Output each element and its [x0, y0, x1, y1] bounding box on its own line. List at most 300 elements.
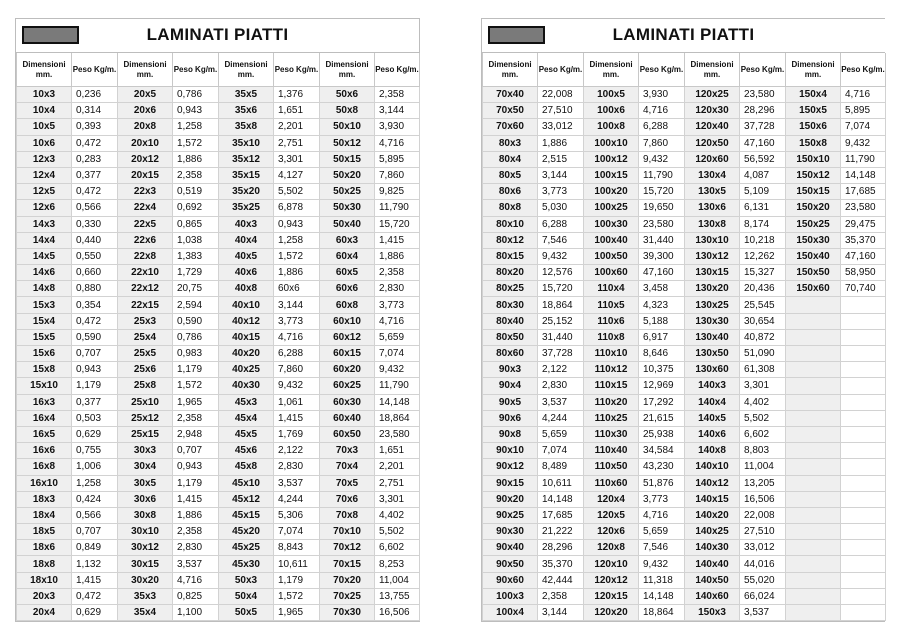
weight-cell: 2,358 [173, 410, 219, 426]
weight-cell: 3,537 [740, 605, 786, 621]
dimension-cell: 40x3 [219, 216, 274, 232]
weight-cell: 0,943 [173, 459, 219, 475]
dimension-cell: 60x50 [320, 426, 375, 442]
table-row [483, 588, 886, 604]
table-row [17, 346, 420, 362]
dimension-cell [786, 540, 841, 556]
weight-cell: 0,440 [72, 232, 118, 248]
weight-cell: 0,849 [72, 540, 118, 556]
weight-cell: 2,201 [375, 459, 420, 475]
peso-header: Peso Kg/m. [375, 53, 420, 87]
table-row [483, 507, 886, 523]
weight-cell: 8,174 [740, 216, 786, 232]
weight-cell: 0,566 [72, 200, 118, 216]
weight-cell: 15,720 [639, 184, 685, 200]
weight-cell: 3,773 [639, 491, 685, 507]
dimension-cell: 140x3 [685, 378, 740, 394]
weight-cell: 3,144 [375, 103, 420, 119]
dimension-cell: 20x4 [17, 605, 72, 621]
dimension-cell: 150x25 [786, 216, 841, 232]
weight-cell: 8,253 [375, 556, 420, 572]
weight-cell: 0,880 [72, 281, 118, 297]
dimension-cell: 45x3 [219, 394, 274, 410]
table-row [17, 443, 420, 459]
weight-cell: 2,122 [538, 362, 584, 378]
table-row [483, 346, 886, 362]
weight-cell: 0,629 [72, 605, 118, 621]
dimension-cell: 45x5 [219, 426, 274, 442]
dimension-cell: 150x60 [786, 281, 841, 297]
dimension-cell [786, 605, 841, 621]
dimension-cell: 150x15 [786, 184, 841, 200]
dimension-cell: 120x60 [685, 151, 740, 167]
weight-cell: 6,288 [274, 346, 320, 362]
weight-cell: 2,830 [375, 281, 420, 297]
dimension-cell: 40x15 [219, 329, 274, 345]
dimension-cell: 10x5 [17, 119, 72, 135]
weight-cell: 6,131 [740, 200, 786, 216]
weight-cell: 0,503 [72, 410, 118, 426]
dimension-cell: 110x6 [584, 313, 639, 329]
dimension-cell: 12x3 [17, 151, 72, 167]
weight-cell: 2,358 [538, 588, 584, 604]
weight-cell: 1,572 [274, 588, 320, 604]
dimension-cell: 30x5 [118, 475, 173, 491]
weight-cell: 35,370 [841, 232, 886, 248]
weight-cell: 0,472 [72, 313, 118, 329]
dimension-cell: 25x5 [118, 346, 173, 362]
dimension-cell: 130x50 [685, 346, 740, 362]
weight-cell: 3,301 [274, 151, 320, 167]
weight-cell: 0,377 [72, 394, 118, 410]
weight-cell: 1,258 [274, 232, 320, 248]
right-weights-table [482, 53, 886, 621]
weight-cell: 22,008 [538, 87, 584, 103]
table-row [17, 184, 420, 200]
weight-cell: 1,006 [72, 459, 118, 475]
weight-cell: 0,943 [72, 362, 118, 378]
right-panel-header [482, 19, 885, 53]
dimension-cell: 12x5 [17, 184, 72, 200]
dimension-cell: 140x4 [685, 394, 740, 410]
dimension-cell: 100x30 [584, 216, 639, 232]
weight-cell: 7,546 [639, 540, 685, 556]
dimension-cell: 70x20 [320, 572, 375, 588]
weight-cell: 42,444 [538, 572, 584, 588]
weight-cell: 1,965 [274, 605, 320, 621]
weight-cell: 2,515 [538, 151, 584, 167]
table-row [483, 87, 886, 103]
weight-cell [841, 443, 886, 459]
weight-cell: 7,860 [375, 167, 420, 183]
weight-cell: 3,144 [538, 167, 584, 183]
weight-cell: 4,716 [841, 87, 886, 103]
dimension-cell: 80x40 [483, 313, 538, 329]
table-row [483, 410, 886, 426]
dimension-cell: 70x8 [320, 507, 375, 523]
weight-cell: 9,825 [375, 184, 420, 200]
dimension-cell: 45x8 [219, 459, 274, 475]
dim-header: Dimensioni mm. [685, 53, 740, 87]
dimension-cell: 80x5 [483, 167, 538, 183]
dimension-cell: 15x4 [17, 313, 72, 329]
dimension-cell: 60x8 [320, 297, 375, 313]
dimension-cell: 120x40 [685, 119, 740, 135]
weight-cell: 31,440 [538, 329, 584, 345]
weight-cell: 14,148 [375, 394, 420, 410]
dimension-cell: 18x5 [17, 524, 72, 540]
dimension-cell: 110x5 [584, 297, 639, 313]
weight-cell: 13,755 [375, 588, 420, 604]
dimension-cell: 30x8 [118, 507, 173, 523]
dimension-cell: 35x8 [219, 119, 274, 135]
dimension-cell: 50x5 [219, 605, 274, 621]
left-weights-table [16, 53, 420, 621]
table-row [483, 475, 886, 491]
dimension-cell [786, 588, 841, 604]
dimension-cell: 90x8 [483, 426, 538, 442]
weight-cell: 20,75 [173, 281, 219, 297]
dimension-cell: 150x8 [786, 135, 841, 151]
weight-cell: 2,358 [375, 265, 420, 281]
weight-cell: 10,218 [740, 232, 786, 248]
dimension-cell: 18x10 [17, 572, 72, 588]
dim-header: Dimensioni mm. [483, 53, 538, 87]
left-panel-title: LAMINATI PIATTI [146, 25, 289, 44]
dimension-cell: 40x6 [219, 265, 274, 281]
dimension-cell: 150x40 [786, 248, 841, 264]
table-row [17, 572, 420, 588]
weight-cell: 1,965 [173, 394, 219, 410]
weight-cell: 5,109 [740, 184, 786, 200]
dimension-cell: 50x40 [320, 216, 375, 232]
dimension-cell: 35x25 [219, 200, 274, 216]
weight-cell: 0,354 [72, 297, 118, 313]
table-row [483, 394, 886, 410]
dimension-cell: 130x15 [685, 265, 740, 281]
weight-cell: 2,751 [375, 475, 420, 491]
table-row [17, 556, 420, 572]
right-table-body [483, 87, 886, 621]
dimension-cell: 25x8 [118, 378, 173, 394]
right-header-row [483, 53, 886, 87]
dimension-cell: 15x3 [17, 297, 72, 313]
dimension-cell: 90x6 [483, 410, 538, 426]
dimension-cell: 150x6 [786, 119, 841, 135]
weight-cell: 2,358 [375, 87, 420, 103]
dimension-cell: 15x8 [17, 362, 72, 378]
table-row [483, 313, 886, 329]
weight-cell: 25,938 [639, 426, 685, 442]
dimension-cell: 16x4 [17, 410, 72, 426]
dimension-cell: 90x12 [483, 459, 538, 475]
dimension-cell: 130x30 [685, 313, 740, 329]
dimension-cell: 140x12 [685, 475, 740, 491]
weight-cell: 39,300 [639, 248, 685, 264]
dimension-cell: 30x3 [118, 443, 173, 459]
weight-cell: 1,061 [274, 394, 320, 410]
weight-cell: 11,790 [639, 167, 685, 183]
dimension-cell: 90x30 [483, 524, 538, 540]
dimension-cell: 140x10 [685, 459, 740, 475]
table-row [17, 507, 420, 523]
dimension-cell: 90x50 [483, 556, 538, 572]
weight-cell: 0,755 [72, 443, 118, 459]
dimension-cell: 130x6 [685, 200, 740, 216]
dimension-cell: 70x50 [483, 103, 538, 119]
dimension-cell: 100x50 [584, 248, 639, 264]
weight-cell: 0,943 [274, 216, 320, 232]
table-row [483, 200, 886, 216]
dimension-cell: 22x5 [118, 216, 173, 232]
dimension-cell: 22x12 [118, 281, 173, 297]
weight-cell: 1,258 [173, 119, 219, 135]
dimension-cell: 40x25 [219, 362, 274, 378]
weight-cell: 8,489 [538, 459, 584, 475]
table-row [17, 151, 420, 167]
weight-cell: 1,179 [173, 362, 219, 378]
weight-cell: 22,008 [740, 507, 786, 523]
dimension-cell: 100x5 [584, 87, 639, 103]
dimension-cell: 40x10 [219, 297, 274, 313]
dimension-cell: 140x5 [685, 410, 740, 426]
dimension-cell: 110x15 [584, 378, 639, 394]
table-row [483, 184, 886, 200]
weight-cell: 3,144 [274, 297, 320, 313]
weight-cell: 0,377 [72, 167, 118, 183]
table-row [483, 540, 886, 556]
weight-cell: 2,122 [274, 443, 320, 459]
dimension-cell: 35x4 [118, 605, 173, 621]
dimension-cell: 60x40 [320, 410, 375, 426]
weight-cell: 4,402 [740, 394, 786, 410]
weight-cell: 7,074 [274, 524, 320, 540]
weight-cell: 2,948 [173, 426, 219, 442]
dimension-cell: 100x8 [584, 119, 639, 135]
dimension-cell: 120x15 [584, 588, 639, 604]
table-row [483, 119, 886, 135]
weight-cell: 0,566 [72, 507, 118, 523]
dimension-cell: 130x8 [685, 216, 740, 232]
dimension-cell: 80x60 [483, 346, 538, 362]
weight-cell [841, 475, 886, 491]
weight-cell: 3,458 [639, 281, 685, 297]
dimension-cell: 110x10 [584, 346, 639, 362]
table-row [17, 540, 420, 556]
dimension-cell: 130x4 [685, 167, 740, 183]
weight-cell: 4,716 [375, 313, 420, 329]
weight-cell: 4,323 [639, 297, 685, 313]
weight-cell: 11,790 [841, 151, 886, 167]
dimension-cell [786, 313, 841, 329]
dimension-cell: 40x30 [219, 378, 274, 394]
dimension-cell: 30x6 [118, 491, 173, 507]
table-row [17, 87, 420, 103]
dim-header: Dimensioni mm. [584, 53, 639, 87]
dimension-cell: 90x25 [483, 507, 538, 523]
dimension-cell: 12x6 [17, 200, 72, 216]
weight-cell: 1,038 [173, 232, 219, 248]
peso-header: Peso Kg/m. [538, 53, 584, 87]
dimension-cell: 140x30 [685, 540, 740, 556]
weight-cell [841, 588, 886, 604]
table-row [483, 605, 886, 621]
table-row [483, 151, 886, 167]
table-row [483, 216, 886, 232]
dimension-cell: 20x3 [17, 588, 72, 604]
weight-cell [841, 378, 886, 394]
dimension-cell: 130x10 [685, 232, 740, 248]
weight-cell: 17,685 [841, 184, 886, 200]
weight-cell: 66,024 [740, 588, 786, 604]
weight-cell: 6,602 [740, 426, 786, 442]
dimension-cell [786, 329, 841, 345]
weight-cell: 27,510 [740, 524, 786, 540]
dimension-cell: 70x4 [320, 459, 375, 475]
dimension-cell: 110x30 [584, 426, 639, 442]
dimension-cell: 40x4 [219, 232, 274, 248]
weight-cell: 1,886 [274, 265, 320, 281]
table-row [17, 232, 420, 248]
dimension-cell: 14x8 [17, 281, 72, 297]
weight-cell: 1,376 [274, 87, 320, 103]
dimension-cell: 50x15 [320, 151, 375, 167]
weight-cell: 47,160 [740, 135, 786, 151]
dimension-cell: 100x10 [584, 135, 639, 151]
weight-cell: 1,179 [274, 572, 320, 588]
weight-cell: 5,030 [538, 200, 584, 216]
table-row [17, 216, 420, 232]
weight-cell [841, 491, 886, 507]
weight-cell: 14,148 [538, 491, 584, 507]
weight-cell: 0,660 [72, 265, 118, 281]
weight-cell: 34,584 [639, 443, 685, 459]
dimension-cell: 60x5 [320, 265, 375, 281]
weight-cell: 37,728 [740, 119, 786, 135]
dimension-cell: 35x15 [219, 167, 274, 183]
table-row [17, 135, 420, 151]
weight-cell: 6,288 [538, 216, 584, 232]
weight-cell: 25,545 [740, 297, 786, 313]
dimension-cell: 50x8 [320, 103, 375, 119]
weight-cell: 9,432 [274, 378, 320, 394]
weight-cell: 4,244 [538, 410, 584, 426]
weight-cell: 0,707 [72, 346, 118, 362]
weight-cell: 15,720 [538, 281, 584, 297]
weight-cell: 0,314 [72, 103, 118, 119]
weight-cell: 16,506 [740, 491, 786, 507]
dim-header: Dimensioni mm. [17, 53, 72, 87]
table-row [483, 443, 886, 459]
dimension-cell [786, 556, 841, 572]
dimension-cell: 140x8 [685, 443, 740, 459]
weight-cell: 1,179 [72, 378, 118, 394]
dimension-cell: 22x10 [118, 265, 173, 281]
weight-cell [841, 329, 886, 345]
table-row [483, 297, 886, 313]
weight-cell [841, 313, 886, 329]
left-header-row [17, 53, 420, 87]
weight-cell: 1,258 [72, 475, 118, 491]
dimension-cell: 70x3 [320, 443, 375, 459]
left-panel-header [16, 19, 419, 53]
dimension-cell: 35x10 [219, 135, 274, 151]
dimension-cell: 90x20 [483, 491, 538, 507]
dimension-cell: 100x12 [584, 151, 639, 167]
weight-cell: 10,375 [639, 362, 685, 378]
weight-cell: 56,592 [740, 151, 786, 167]
weight-cell: 2,358 [173, 524, 219, 540]
weight-cell: 51,876 [639, 475, 685, 491]
weight-cell: 13,205 [740, 475, 786, 491]
dimension-cell: 12x4 [17, 167, 72, 183]
table-row [17, 605, 420, 621]
weight-cell [841, 524, 886, 540]
dimension-cell: 80x3 [483, 135, 538, 151]
dimension-cell: 40x12 [219, 313, 274, 329]
dimension-cell: 100x20 [584, 184, 639, 200]
dimension-cell: 25x4 [118, 329, 173, 345]
weight-cell: 0,472 [72, 184, 118, 200]
weight-cell: 0,786 [173, 87, 219, 103]
weight-cell: 9,432 [639, 151, 685, 167]
weight-cell: 4,716 [375, 135, 420, 151]
weight-cell: 0,236 [72, 87, 118, 103]
dimension-cell [786, 443, 841, 459]
dimension-cell [786, 524, 841, 540]
dimension-cell: 120x4 [584, 491, 639, 507]
dimension-cell: 130x12 [685, 248, 740, 264]
dimension-cell [786, 459, 841, 475]
dimension-cell: 25x15 [118, 426, 173, 442]
dimension-cell: 110x4 [584, 281, 639, 297]
weight-cell: 2,201 [274, 119, 320, 135]
dimension-cell: 60x12 [320, 329, 375, 345]
weight-cell: 15,720 [375, 216, 420, 232]
dimension-cell: 45x15 [219, 507, 274, 523]
weight-cell: 10,611 [538, 475, 584, 491]
weight-cell [841, 297, 886, 313]
dimension-cell: 80x8 [483, 200, 538, 216]
weight-cell: 1,729 [173, 265, 219, 281]
table-row [483, 524, 886, 540]
dimension-cell: 150x5 [786, 103, 841, 119]
weight-cell: 1,572 [274, 248, 320, 264]
weight-cell: 0,330 [72, 216, 118, 232]
weight-cell: 1,383 [173, 248, 219, 264]
dimension-cell: 18x6 [17, 540, 72, 556]
peso-header: Peso Kg/m. [274, 53, 320, 87]
dimension-cell: 150x4 [786, 87, 841, 103]
weight-cell: 0,692 [173, 200, 219, 216]
dimension-cell: 30x20 [118, 572, 173, 588]
table-row [483, 135, 886, 151]
weight-cell [841, 459, 886, 475]
dimension-cell: 80x25 [483, 281, 538, 297]
dimension-cell: 120x30 [685, 103, 740, 119]
table-row [17, 281, 420, 297]
weight-cell: 3,930 [375, 119, 420, 135]
peso-header: Peso Kg/m. [72, 53, 118, 87]
table-row [17, 167, 420, 183]
weight-cell: 12,576 [538, 265, 584, 281]
weight-cell: 37,728 [538, 346, 584, 362]
weight-cell: 28,296 [740, 103, 786, 119]
weight-cell: 1,179 [173, 475, 219, 491]
dimension-cell: 130x20 [685, 281, 740, 297]
weight-cell: 9,432 [375, 362, 420, 378]
weight-cell: 43,230 [639, 459, 685, 475]
